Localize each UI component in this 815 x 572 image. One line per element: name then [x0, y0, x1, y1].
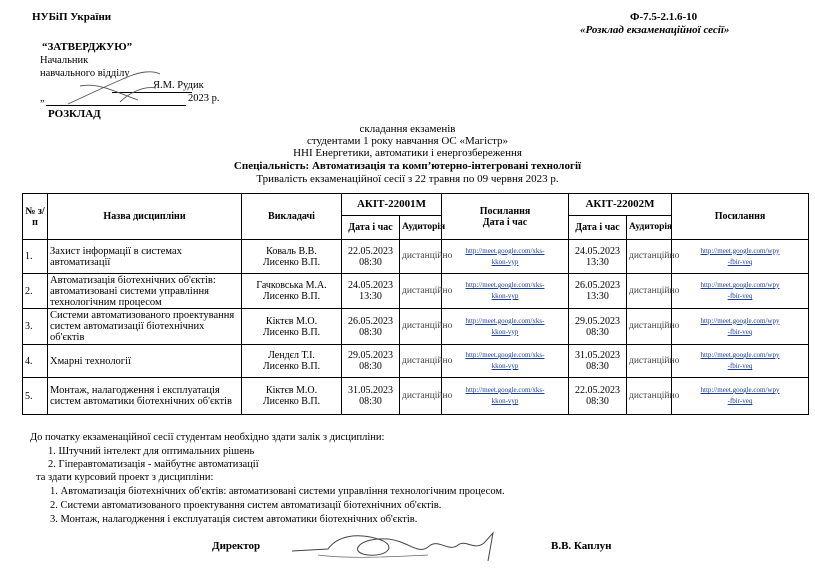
notes-intro: До початку екзаменаційної сесії студентам необхідно здати залік з дисципліни:	[30, 432, 385, 443]
row-g2-link-part1[interactable]: http://meet.google.com/wpy	[700, 316, 780, 325]
row-g2-time: 13:30	[586, 256, 609, 268]
form-code: Ф-7.5-2.1.6-10	[630, 11, 698, 23]
row-g1-date: 26.05.2023	[348, 315, 393, 327]
row-teacher-2: Лисенко В.П.	[262, 361, 321, 372]
row-g1-link-part1[interactable]: http://meet.google.com/xks-	[465, 246, 545, 255]
row-teacher-2: Лисенко В.П.	[262, 256, 321, 268]
row-g1-link-part2[interactable]: kkon-vyp	[491, 292, 519, 300]
row-g1-date: 24.05.2023	[348, 280, 393, 291]
row-discipline: Системи автоматизованого проектування систем автоматизації біотехнічних об'єктів	[48, 309, 242, 345]
header-teachers: Викладачі	[242, 194, 342, 240]
row-teachers	[242, 274, 342, 309]
row-g1-room: дистанційно	[400, 378, 442, 415]
row-g1-link-part2[interactable]: kkon-vyp	[491, 327, 519, 336]
row-g1-date: 22.05.2023	[348, 245, 393, 257]
row-g1-link[interactable]	[442, 345, 569, 378]
credit-item-2: 2. Гіперавтоматизація - майбутнє автоматизації	[48, 459, 259, 470]
header-links1	[442, 194, 569, 240]
row-g1-time: 13:30	[359, 291, 382, 302]
table-row	[23, 240, 809, 274]
heading-specialty: Спеціальність: Автоматизація та комп’ютерно-інтегровані технології	[233, 160, 582, 172]
header-links2: Посилання	[672, 194, 809, 240]
row-num: 2.	[23, 274, 48, 309]
row-g1-link-part1[interactable]: http://meet.google.com/xks-	[465, 316, 545, 325]
row-teacher-1: Кіктєв М.О.	[265, 385, 318, 396]
coursework-intro: та здати курсовий проект з дисципліни:	[36, 472, 214, 483]
row-g2-time: 13:30	[586, 291, 609, 302]
row-num: 5.	[23, 378, 48, 415]
row-num: 3.	[23, 309, 48, 345]
table-row	[23, 378, 809, 415]
row-g1-link[interactable]	[442, 378, 569, 415]
row-g1-link[interactable]	[442, 309, 569, 345]
row-num: 4.	[23, 345, 48, 378]
row-g2-datetime	[569, 240, 627, 274]
row-teacher-2: Лисенко В.П.	[262, 291, 321, 302]
approval-date-quote: „	[40, 93, 45, 104]
row-g1-datetime	[342, 240, 400, 274]
header-g2-room: Аудиторія	[627, 216, 672, 240]
row-g1-link-part1[interactable]: http://meet.google.com/xks-	[465, 386, 545, 394]
row-g2-link[interactable]	[672, 240, 809, 274]
header-g1-room: Аудиторія	[400, 216, 442, 240]
row-g2-datetime	[569, 309, 627, 345]
row-g1-link-part2[interactable]: kkon-vyp	[491, 397, 519, 405]
row-discipline: Автоматизація біотехнічних об'єктів: автоматизовані системи управління технологічним процесом	[48, 274, 242, 309]
approval-signature-icon	[60, 64, 170, 110]
approval-signer-name: Я.М. Рудик	[153, 80, 204, 91]
header-g2-datetime: Дата і час	[569, 216, 627, 240]
coursework-item-3: 3. Монтаж, налагодження і експлуатація систем автоматики біотехнічних об'єктів.	[50, 514, 418, 525]
row-g2-room: дистанційно	[627, 378, 672, 415]
coursework-item-2: 2. Системи автоматизованого проектування систем автоматизації біотехнічних об'єктів.	[50, 500, 442, 511]
header-num: № з/п	[23, 194, 48, 240]
row-teacher-1: Кіктєв М.О.	[265, 315, 318, 327]
header-g1-datetime: Дата і час	[342, 216, 400, 240]
schedule-label: РОЗКЛАД	[48, 108, 101, 120]
row-g2-room: дистанційно	[627, 309, 672, 345]
row-g1-room: дистанційно	[400, 274, 442, 309]
row-g2-date: 26.05.2023	[575, 280, 620, 291]
header-group1: АКІТ-22001М	[342, 194, 442, 216]
row-g2-link-part1[interactable]: http://meet.google.com/wpy	[700, 351, 780, 359]
row-g1-time: 08:30	[359, 361, 382, 372]
row-g2-link-part2[interactable]: -fbir-veq	[727, 362, 753, 370]
row-g2-link-part2[interactable]: -fbir-veq	[727, 257, 753, 266]
table-row	[23, 345, 809, 378]
row-g1-time: 08:30	[359, 326, 382, 338]
row-teachers	[242, 378, 342, 415]
director-signature-icon	[288, 525, 518, 565]
row-g1-room: дистанційно	[400, 309, 442, 345]
header-discipline: Назва дисципліни	[48, 194, 242, 240]
row-g2-datetime	[569, 378, 627, 415]
approval-date-year: 2023 р.	[188, 93, 220, 104]
row-g1-link[interactable]	[442, 240, 569, 274]
row-teachers	[242, 345, 342, 378]
row-g1-room: дистанційно	[400, 345, 442, 378]
row-teachers	[242, 240, 342, 274]
credit-item-1: 1. Штучний інтелект для оптимальних рішень	[48, 446, 255, 457]
director-name: В.В. Каплун	[551, 540, 612, 552]
row-g2-link-part2[interactable]: -fbir-veq	[727, 292, 753, 300]
heading-line3: ННІ Енергетики, автоматики і енергозбереження	[293, 147, 522, 159]
approval-position-line2: навчального відділу	[40, 68, 130, 79]
row-g2-link[interactable]	[672, 274, 809, 309]
row-g2-time: 08:30	[586, 326, 609, 338]
row-discipline: Монтаж, налагодження і експлуатація систем автоматики біотехнічних об'єктів	[48, 378, 242, 415]
row-g1-room: дистанційно	[400, 240, 442, 274]
row-g2-time: 08:30	[586, 361, 609, 372]
row-g2-room: дистанційно	[627, 345, 672, 378]
exam-schedule-table	[22, 193, 809, 415]
row-g2-link-part1[interactable]: http://meet.google.com/wpy	[700, 246, 780, 255]
director-title: Директор	[212, 540, 261, 552]
row-g1-link-part2[interactable]: kkon-vyp	[491, 362, 519, 370]
row-g2-link-part1[interactable]: http://meet.google.com/wpy	[700, 281, 780, 289]
row-g2-link-part2[interactable]: -fbir-veq	[727, 327, 753, 336]
row-teacher-1: Гачковська М.А.	[256, 280, 327, 291]
row-g2-date: 31.05.2023	[575, 350, 620, 361]
row-g1-link-part1[interactable]: http://meet.google.com/xks-	[465, 351, 545, 359]
row-g1-datetime	[342, 378, 400, 415]
row-teacher-2: Лисенко В.П.	[262, 326, 321, 338]
row-g2-date: 24.05.2023	[575, 245, 620, 257]
row-g2-link-part2[interactable]: -fbir-veq	[727, 397, 753, 405]
coursework-item-1: 1. Автоматизація біотехнічних об'єктів: автоматизовані системи управління технологічним процесом.	[50, 486, 505, 497]
row-g2-date: 29.05.2023	[575, 315, 620, 327]
row-g1-datetime	[342, 345, 400, 378]
heading-line2: студентами 1 року навчання ОС «Магістр»	[306, 135, 509, 147]
row-g1-link-part2[interactable]: kkon-vyp	[491, 257, 519, 266]
row-teacher-1: Коваль В.В.	[266, 245, 317, 257]
row-g2-link[interactable]	[672, 345, 809, 378]
row-g1-datetime	[342, 274, 400, 309]
row-g2-room: дистанційно	[627, 240, 672, 274]
row-g1-datetime	[342, 309, 400, 345]
table-row	[23, 274, 809, 309]
heading-line1: складання екзаменів	[359, 123, 456, 135]
row-g2-link-part1[interactable]: http://meet.google.com/wpy	[700, 386, 780, 394]
row-g1-time: 08:30	[359, 256, 382, 268]
heading-duration: Тривалість екзаменаційної сесії з 22 травня по 09 червня 2023 р.	[256, 173, 559, 185]
row-num: 1.	[23, 240, 48, 274]
row-g2-room: дистанційно	[627, 274, 672, 309]
row-g2-datetime	[569, 345, 627, 378]
row-g2-time: 08:30	[586, 396, 609, 407]
row-g1-link[interactable]	[442, 274, 569, 309]
header-group2: АКІТ-22002М	[569, 194, 672, 216]
table-header-row	[23, 194, 809, 216]
row-teacher-1: Лендєл Т.І.	[268, 350, 315, 361]
row-teachers	[242, 309, 342, 345]
header-links1-title: Посилання	[479, 205, 531, 217]
header-links1-sub: Дата і час	[482, 216, 528, 228]
row-discipline: Захист інформації в системах автоматизації	[48, 240, 242, 274]
organization-name: НУБіП України	[32, 11, 112, 23]
row-g1-date: 29.05.2023	[348, 350, 393, 361]
form-title: «Розклад екзаменаційної сесії»	[580, 24, 730, 36]
approval-title: “ЗАТВЕРДЖУЮ”	[42, 41, 133, 53]
row-g1-date: 31.05.2023	[348, 385, 393, 396]
row-g2-link[interactable]	[672, 378, 809, 415]
row-g2-date: 22.05.2023	[575, 385, 620, 396]
row-g1-link-part1[interactable]: http://meet.google.com/xks-	[465, 281, 545, 289]
row-g1-time: 08:30	[359, 396, 382, 407]
table-row	[23, 309, 809, 345]
row-g2-link[interactable]	[672, 309, 809, 345]
row-g2-datetime	[569, 274, 627, 309]
row-teacher-2: Лисенко В.П.	[262, 396, 321, 407]
row-discipline: Хмарні технології	[48, 345, 242, 378]
approval-position-line1: Начальник	[40, 55, 89, 66]
